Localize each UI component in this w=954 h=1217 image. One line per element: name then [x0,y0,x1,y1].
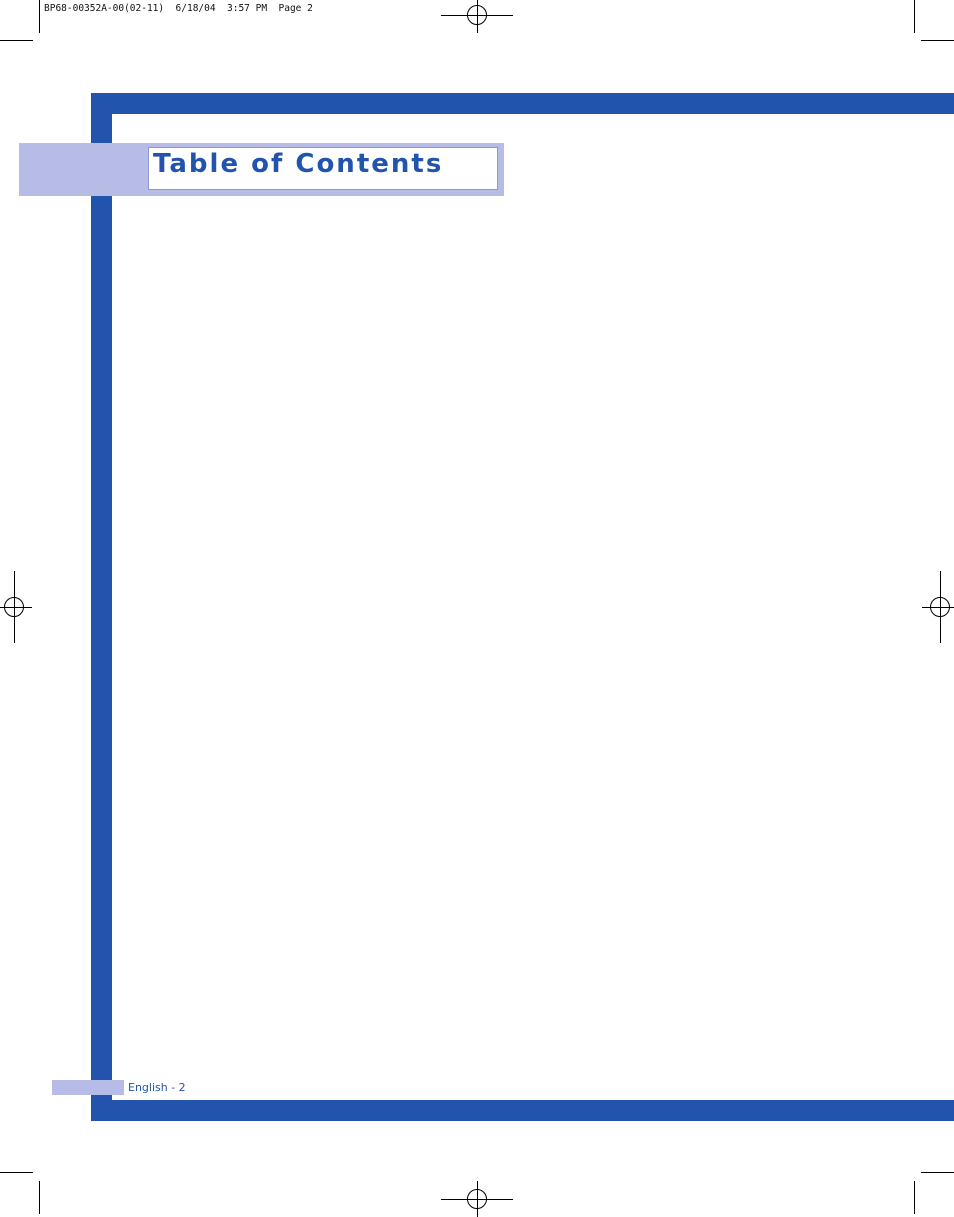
registration-mark-icon [459,1181,495,1217]
crop-mark [0,1172,33,1173]
crop-mark [39,0,40,33]
crop-mark [921,40,954,41]
page-number: English - 2 [128,1081,186,1094]
footer-tab [52,1080,124,1095]
frame-left-bar [91,93,112,1121]
registration-mark-icon [922,589,954,625]
crop-mark [914,0,915,33]
frame-top-bar [91,93,954,114]
registration-mark-icon [0,589,32,625]
print-slug: BP68-00352A-00(02-11) 6/18/04 3:57 PM Page 2 [44,3,313,14]
crop-mark [39,1181,40,1214]
crop-mark [921,1172,954,1173]
frame-bottom-bar [91,1100,954,1121]
registration-mark-icon [459,0,495,33]
crop-mark [0,40,33,41]
page-title: Table of Contents [153,149,444,179]
crop-mark [914,1181,915,1214]
